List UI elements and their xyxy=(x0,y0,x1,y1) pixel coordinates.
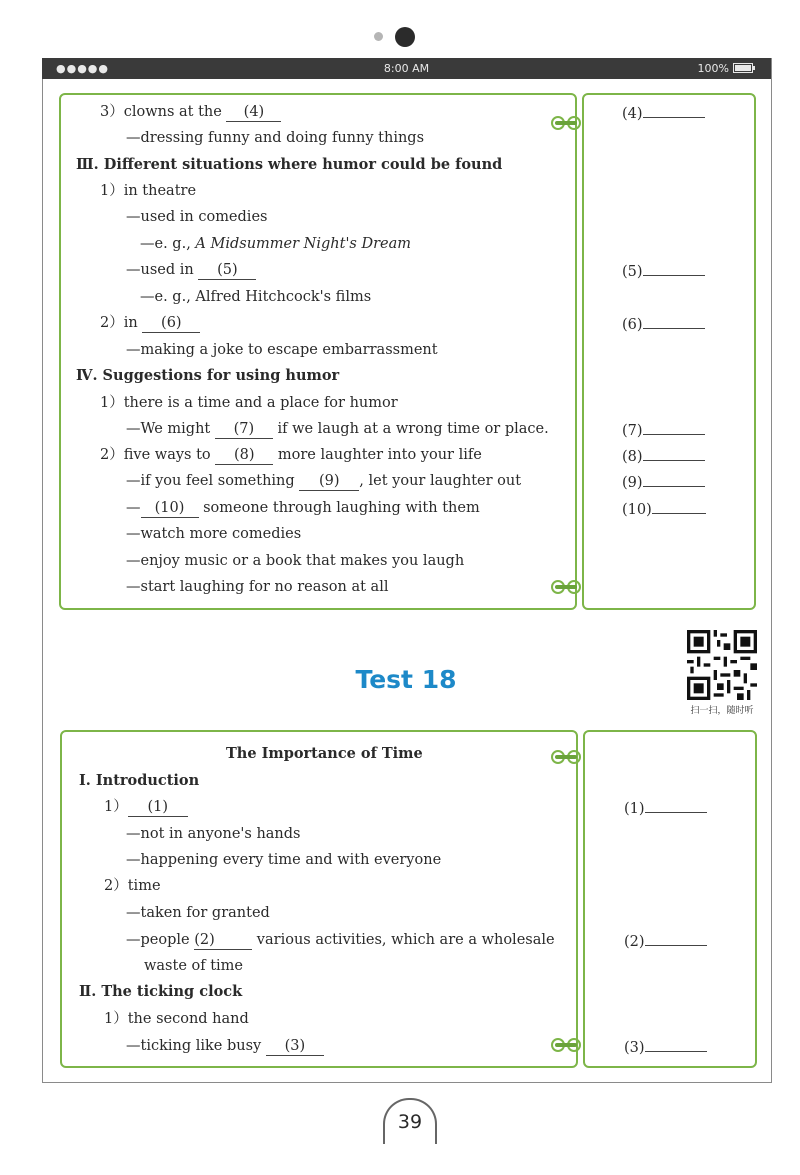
play-title: A Midsummer Night's Dream xyxy=(195,236,412,252)
answer-slot[interactable]: (8) xyxy=(622,446,705,466)
section-heading: Ⅳ. Suggestions for using humor xyxy=(76,367,340,384)
outline-line: —e. g., Alfred Hitchcock's films xyxy=(140,289,372,305)
binder-ring-icon xyxy=(551,115,581,131)
section-heading: Ⅰ. Introduction xyxy=(79,772,200,789)
bottom-answer-panel xyxy=(583,730,757,1068)
outline-line: —ticking like busy (3) xyxy=(126,1037,324,1056)
answer-slot[interactable]: (1) xyxy=(624,798,707,818)
camera-dot xyxy=(395,27,415,47)
outline-line: —taken for granted xyxy=(126,905,270,921)
outline-line: —dressing funny and doing funny things xyxy=(126,130,425,146)
answer-slot[interactable]: (6) xyxy=(622,314,705,334)
qr-code-icon[interactable] xyxy=(687,630,757,700)
outline-line: 2）five ways to (8) more laughter into your life xyxy=(100,447,482,463)
outline-line: —making a joke to escape embarrassment xyxy=(126,342,438,358)
answer-slot[interactable]: (9) xyxy=(622,472,705,492)
qr-label: 扫一扫，随时听 xyxy=(690,706,754,716)
binder-ring-icon xyxy=(551,579,581,595)
camera-dot-small xyxy=(374,32,383,41)
outline-line: —e. g., A Midsummer Night's Dream xyxy=(140,236,412,252)
outline-line: — (10) someone through laughing with them xyxy=(126,500,480,516)
answer-slot[interactable]: (4) xyxy=(622,103,705,123)
outline-line: —watch more comedies xyxy=(126,526,302,542)
outline-line: 1）in theatre xyxy=(100,183,197,199)
section-heading: Ⅱ. The ticking clock xyxy=(79,983,243,1000)
outline-line: —used in comedies xyxy=(126,209,268,225)
outline-line: 3）clowns at the (4) xyxy=(100,103,281,122)
outline-line: —enjoy music or a book that makes you laugh xyxy=(126,553,465,569)
test-title: Test 18 xyxy=(355,665,457,694)
outline-line: —used in (5) xyxy=(126,261,256,280)
section-heading: Ⅲ. Different situations where humor could be found xyxy=(76,156,503,173)
outline-line: —if you feel something (9) , let your laughter out xyxy=(126,473,522,489)
outline-line: —people (2) various activities, which are a wholesale xyxy=(126,932,555,948)
outline-line: —happening every time and with everyone xyxy=(126,852,442,868)
outline-line: waste of time xyxy=(144,958,244,974)
battery-percent: 100% xyxy=(697,62,729,75)
outline-line: 1） (1) xyxy=(104,798,188,817)
signal-indicator: ●●●●● xyxy=(56,62,109,75)
outline-line: —start laughing for no reason at all xyxy=(126,579,389,595)
outline-title: The Importance of Time xyxy=(226,745,423,762)
battery-icon xyxy=(733,63,753,73)
answer-slot[interactable]: (10) xyxy=(622,499,706,519)
outline-line: —not in anyone's hands xyxy=(126,826,301,842)
status-bar xyxy=(42,58,771,79)
top-answer-panel xyxy=(582,93,756,610)
outline-line: 2）time xyxy=(104,878,161,894)
answer-slot[interactable]: (2) xyxy=(624,931,707,951)
battery-indicator xyxy=(698,62,753,75)
binder-ring-icon xyxy=(551,749,581,765)
outline-line: 1）there is a time and a place for humor xyxy=(100,395,398,411)
page-number: 39 xyxy=(383,1098,437,1144)
outline-line: 1）the second hand xyxy=(104,1011,249,1027)
answer-slot[interactable]: (7) xyxy=(622,420,705,440)
outline-line: —We might (7) if we laugh at a wrong time or place. xyxy=(126,421,549,437)
outline-line: 2）in (6) xyxy=(100,314,200,333)
answer-slot[interactable]: (3) xyxy=(624,1037,707,1057)
binder-ring-icon xyxy=(551,1037,581,1053)
status-time: 8:00 AM xyxy=(383,62,430,75)
answer-slot[interactable]: (5) xyxy=(622,261,705,281)
